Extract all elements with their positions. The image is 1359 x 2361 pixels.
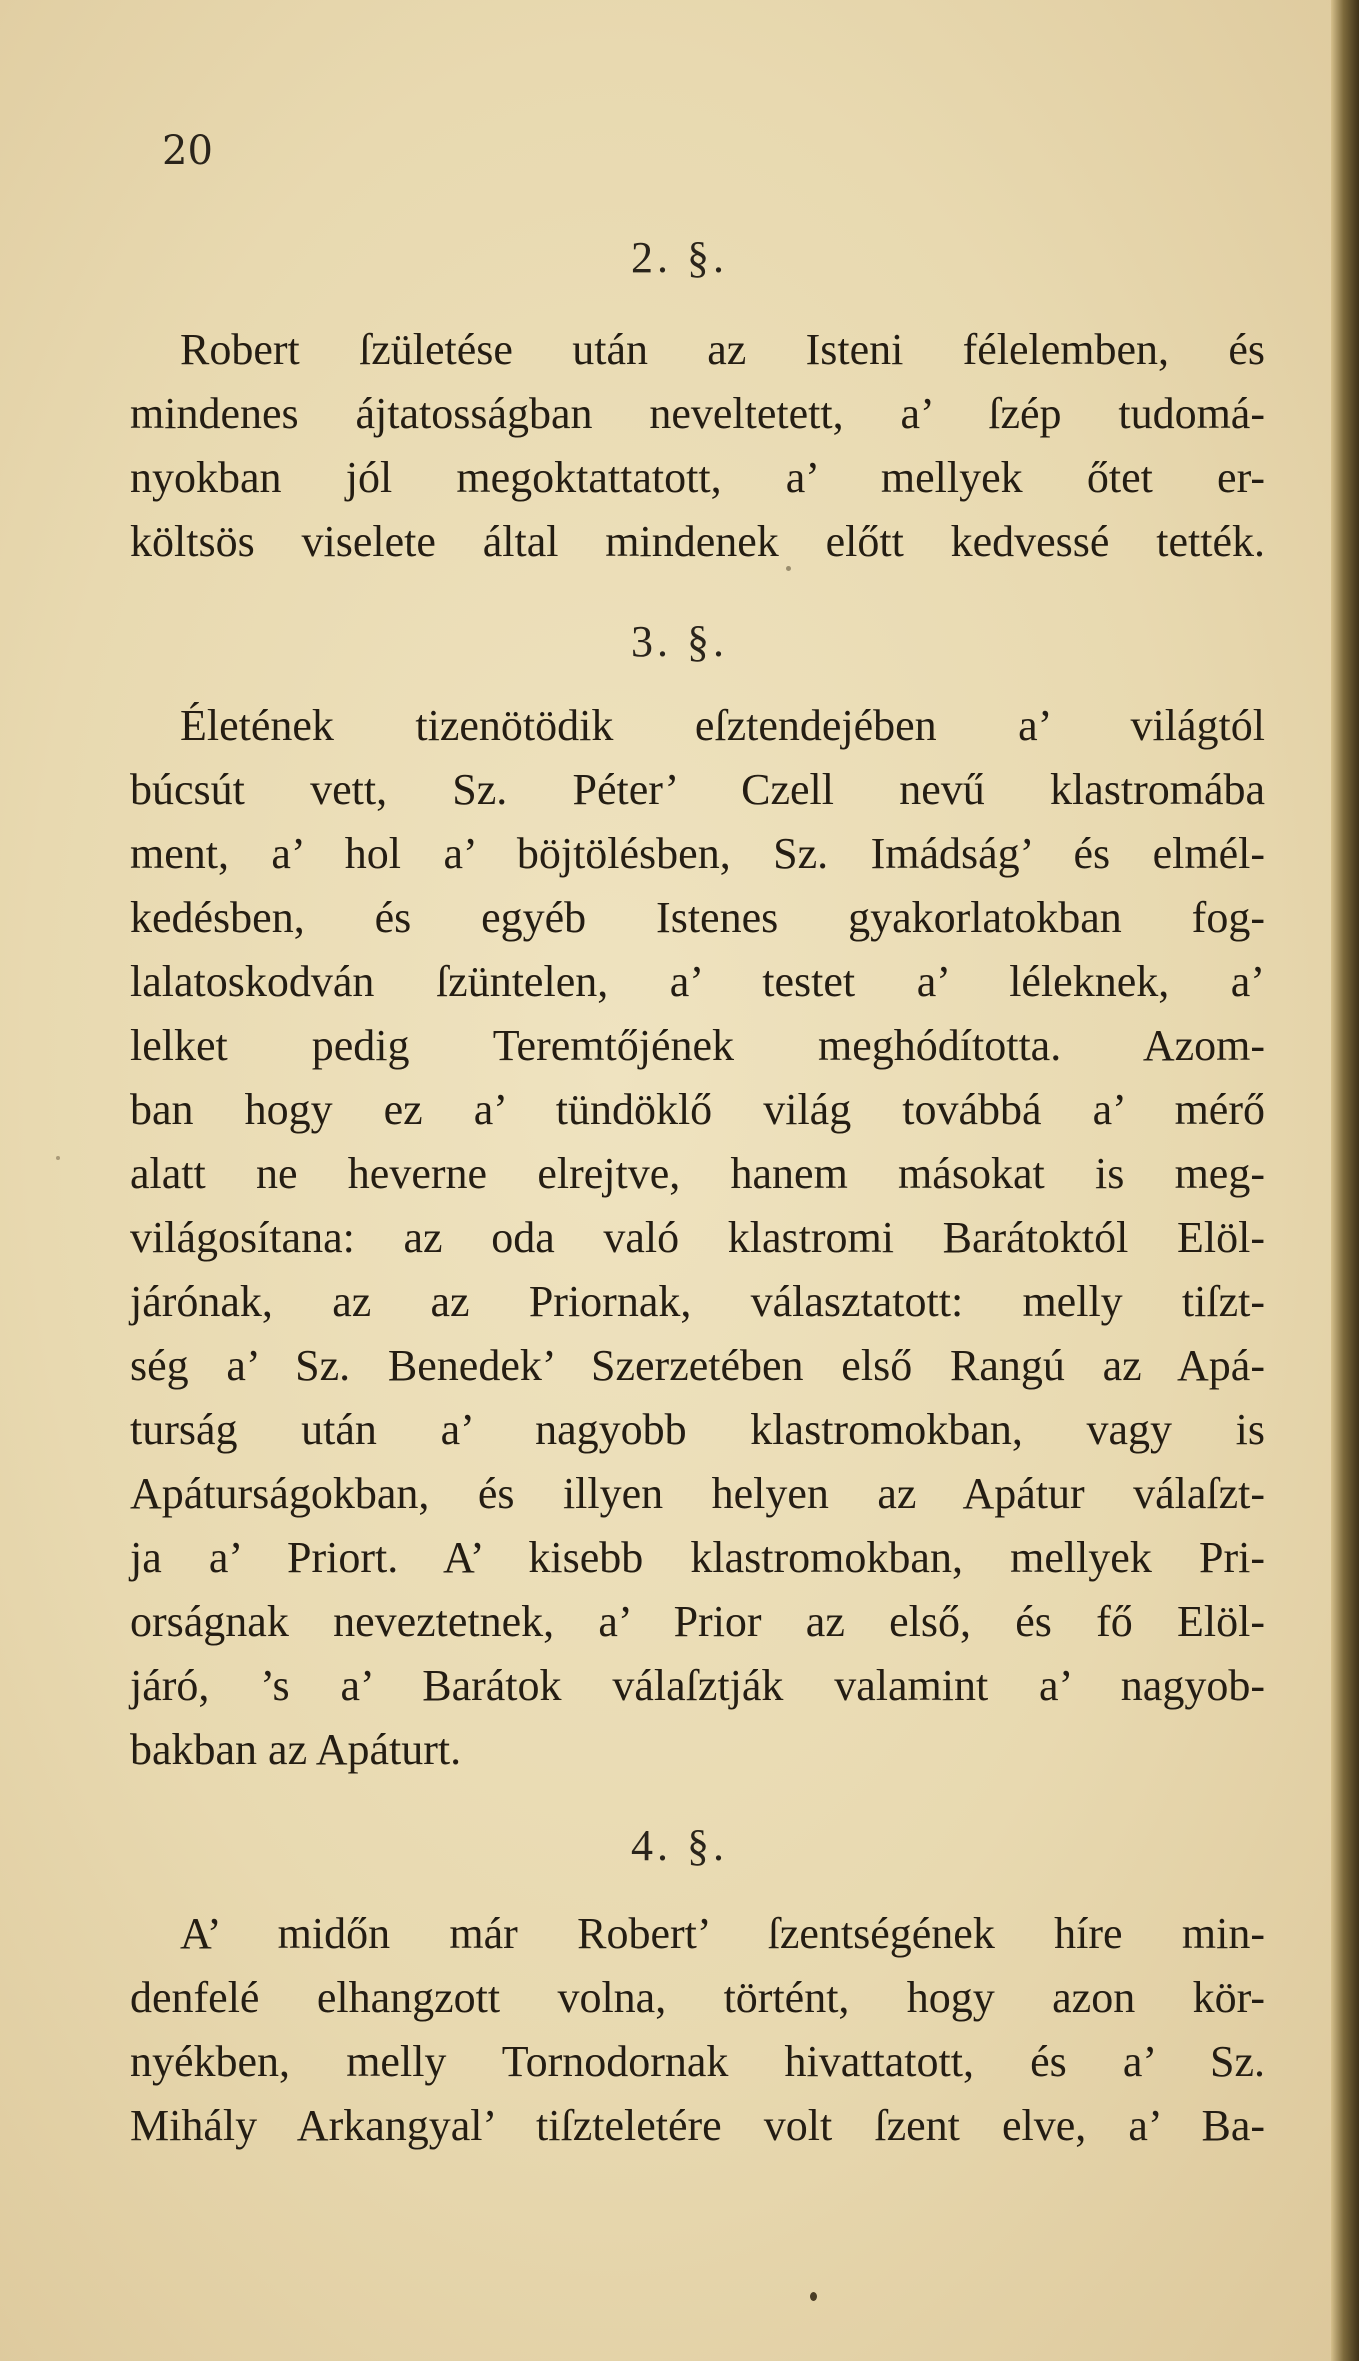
text-line: költsös viselete által mindenek előtt kedvessé tették. [130,517,1265,566]
text-line: ség a’ Sz. Benedek’ Szerzetében első Rangú az Apá- [130,1341,1265,1390]
ink-speck [786,566,791,571]
ink-speck [56,1156,60,1160]
text-line: mindenes ájtatosságban neveltetett, a’ ſzép tudomá- [130,389,1265,438]
text-line: A’ midőn már Robert’ ſzentségének híre min- [180,1909,1265,1958]
text-line: Életének tizenötödik eſztendejében a’ világtól [180,701,1265,750]
text-line: lalatoskodván ſzüntelen, a’ testet a’ léleknek, a’ [130,957,1265,1006]
paragraph-section-4 [130,1902,1265,2158]
page-number: 20 [162,128,213,174]
text-line: járónak, az az Priornak, választatott: melly tiſzt- [130,1277,1265,1326]
text-line: ja a’ Priort. A’ kisebb klastromokban, mellyek Pri- [130,1533,1265,1582]
text-line: denfelé elhangzott volna, történt, hogy azon kör- [130,1973,1265,2022]
text-line: Apáturságokban, és illyen helyen az Apátur válaſzt- [130,1469,1265,1518]
text-line: világosítana: az oda való klastromi Barátoktól Elöl- [130,1213,1265,1262]
paragraph-section-2 [130,318,1265,574]
text-line: orságnak neveztetnek, a’ Prior az első, és fő Elöl- [130,1597,1265,1646]
section-mark-3: 3. §. [631,617,728,666]
section-mark-4: 4. §. [631,1821,728,1870]
text-line: lelket pedig Teremtőjének meghódította. Azom- [130,1021,1265,1070]
text-line: turság után a’ nagyobb klastromokban, vagy is [130,1405,1265,1454]
ink-speck [810,2292,817,2301]
paragraph-section-3 [130,694,1265,1782]
text-line: nyokban jól megoktattatott, a’ mellyek őtet er- [130,453,1265,502]
text-line: kedésben, és egyéb Istenes gyakorlatokban fog- [130,893,1265,942]
text-line: alatt ne heverne elrejtve, hanem másokat is meg- [130,1149,1265,1198]
text-line: Mihály Arkangyal’ tiſzteletére volt ſzent elve, a’ Ba- [130,2101,1265,2150]
text-line: járó, ’s a’ Barátok válaſztják valamint a’ nagyob- [130,1661,1265,1710]
text-line: búcsút vett, Sz. Péter’ Czell nevű klastromába [130,765,1265,814]
text-line: ment, a’ hol a’ böjtölésben, Sz. Imádság’ és elmél- [130,829,1265,878]
book-spine-shadow [1331,0,1359,2361]
text-line: nyékben, melly Tornodornak hivattatott, és a’ Sz. [130,2037,1265,2086]
section-mark-2: 2. §. [631,233,728,282]
text-line: Robert ſzületése után az Isteni félelemben, és [180,325,1265,374]
text-line: ban hogy ez a’ tündöklő világ továbbá a’ mérő [130,1085,1265,1134]
text-line: bakban az Apáturt. [130,1725,462,1774]
